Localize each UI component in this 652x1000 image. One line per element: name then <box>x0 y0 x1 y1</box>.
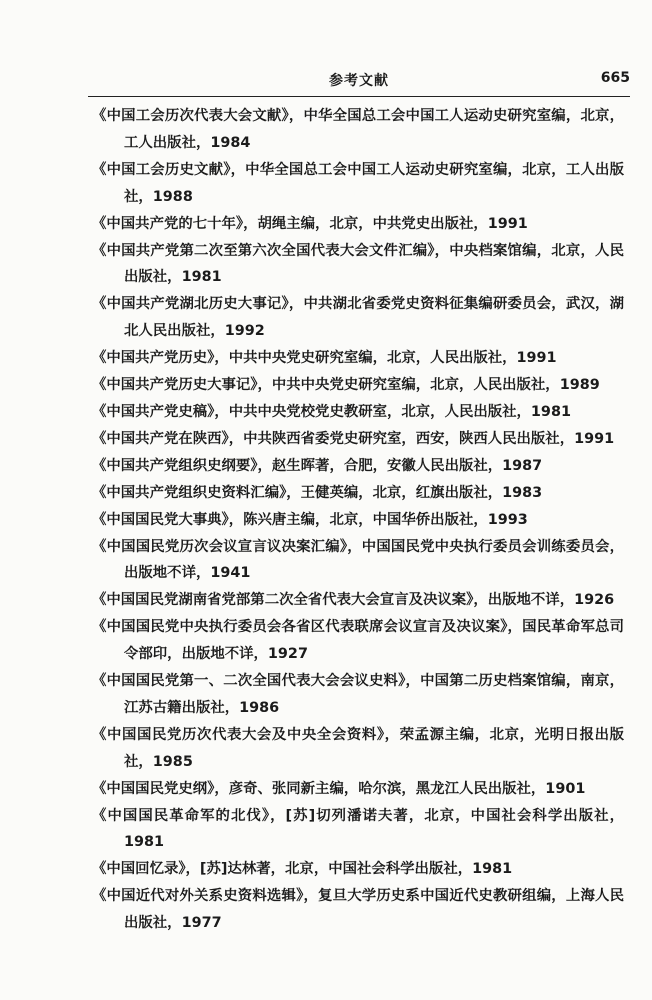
reference-item: 《中国国民党历次代表大会及中央全会资料》，荣孟源主编，北京，光明日报出版社，1985 <box>92 726 624 770</box>
header-rule <box>88 96 630 97</box>
reference-item: 《中国共产党组织史资料汇编》，王健英编，北京，红旗出版社，1983 <box>92 484 543 501</box>
reference-item: 《中国国民党湖南省党部第二次全省代表大会宣言及决议案》，出版地不详，1926 <box>92 592 615 609</box>
reference-item: 《中国共产党组织史纲要》，赵生晖著，合肥，安徽人民出版社，1987 <box>92 457 543 474</box>
running-header-title: 参考文献 <box>329 73 389 89</box>
reference-item: 《中国近代对外关系史资料选辑》，复旦大学历史系中国近代史教研组编，上海人民出版社，1977 <box>92 888 624 932</box>
reference-item: 《中国国民党中央执行委员会各省区代表联席会议宣言及决议案》，国民革命军总司令部印，出版地不详，1927 <box>92 619 624 663</box>
page-header <box>88 70 630 92</box>
reference-item: 《中国共产党的七十年》，胡绳主编，北京，中共党史出版社，1991 <box>92 215 528 232</box>
reference-item: 《中国国民党史纲》，彦奇、张同新主编，哈尔滨，黑龙江人民出版社，1901 <box>92 780 586 797</box>
reference-item: 《中国国民党第一、二次全国代表大会会议史料》，中国第二历史档案馆编，南京，江苏古籍出版社，1986 <box>92 673 624 716</box>
reference-item: 《中国共产党湖北历史大事记》，中共湖北省委党史资料征集编研委员会，武汉，湖北人民出版社，1992 <box>92 296 624 340</box>
reference-item: 《中国工会历史文献》，中华全国总工会中国工人运动史研究室编，北京，工人出版社，1988 <box>92 161 624 205</box>
reference-item: 《中国国民党大事典》，陈兴唐主编，北京，中国华侨出版社，1993 <box>92 511 528 528</box>
reference-item: 《中国共产党第二次至第六次全国代表大会文件汇编》，中央档案馆编，北京，人民出版社，1981 <box>92 242 624 286</box>
reference-list <box>92 103 624 937</box>
reference-item: 《中国回忆录》，[苏]达林著，北京，中国社会科学出版社，1981 <box>92 861 513 878</box>
reference-item: 《中国共产党史稿》，中共中央党校党史教研室，北京，人民出版社，1981 <box>92 403 571 420</box>
page-number: 665 <box>600 70 630 86</box>
reference-item: 《中国共产党历史大事记》，中共中央党史研究室编，北京，人民出版社，1989 <box>92 377 600 394</box>
reference-item: 《中国共产党历史》，中共中央党史研究室编，北京，人民出版社，1991 <box>92 350 557 367</box>
reference-item: 《中国国民革命军的北伐》，[苏]切列潘诺夫著，北京，中国社会科学出版社，1981 <box>92 807 624 851</box>
reference-item: 《中国工会历次代表大会文献》，中华全国总工会中国工人运动史研究室编，北京，工人出版社，1984 <box>92 108 624 151</box>
reference-item: 《中国共产党在陕西》，中共陕西省委党史研究室，西安，陕西人民出版社，1991 <box>92 430 615 447</box>
reference-item: 《中国国民党历次会议宣言议决案汇编》，中国国民党中央执行委员会训练委员会，出版地不详，1941 <box>92 538 624 582</box>
